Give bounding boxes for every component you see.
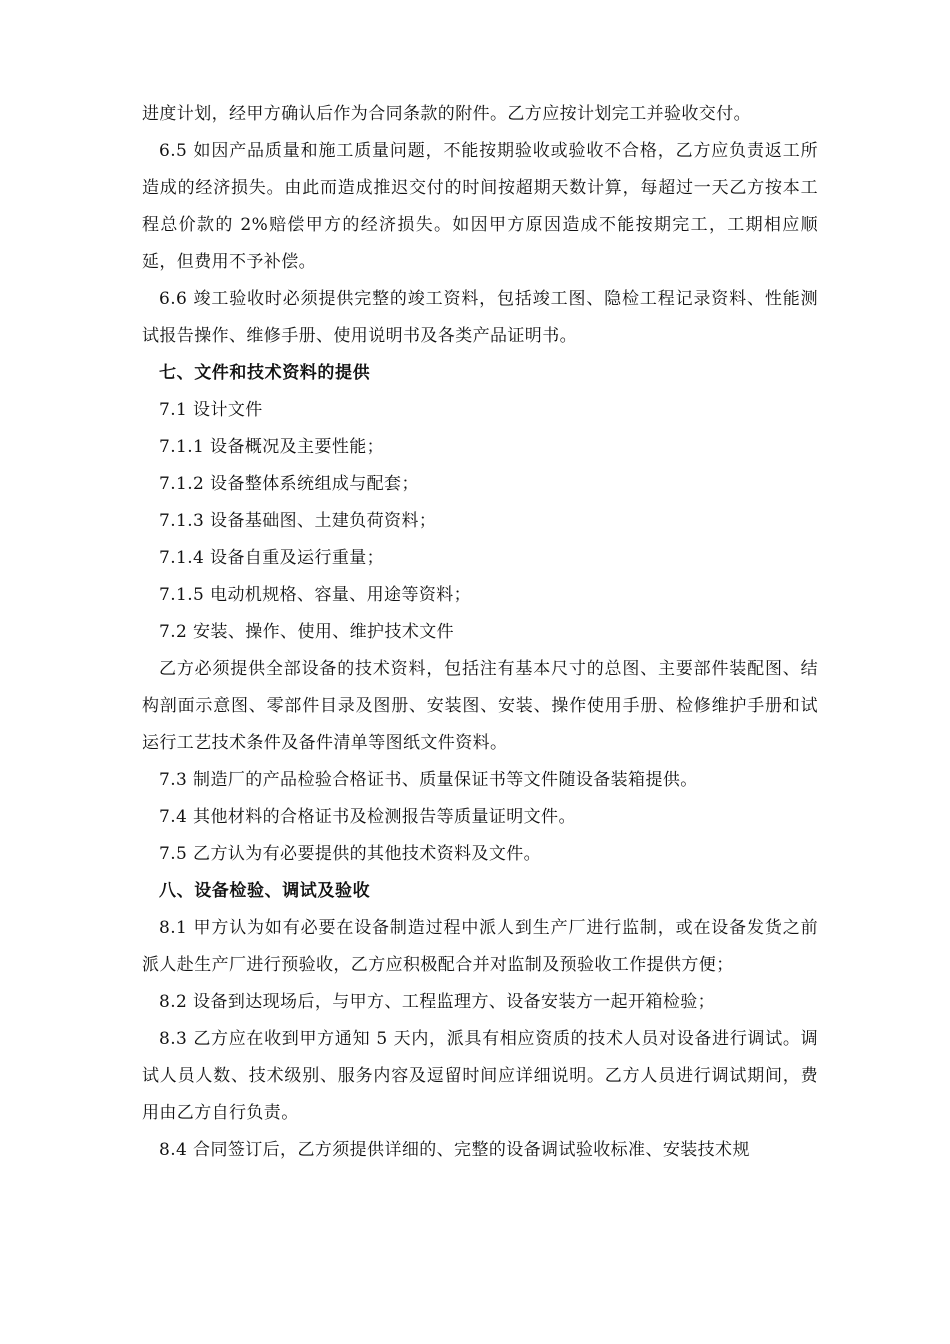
clause-7-4: 7.4 其他材料的合格证书及检测报告等质量证明文件。 — [159, 807, 576, 827]
clause-7-5: 7.5 乙方认为有必要提供的其他技术资料及文件。 — [159, 844, 542, 864]
clause-7-1-3: 7.1.3 设备基础图、土建负荷资料； — [159, 511, 437, 531]
section-heading-7: 七、文件和技术资料的提供 — [159, 363, 371, 383]
clause-8-3: 8.3 乙方应在收到甲方通知 5 天内，派具有相应资质的技术人员对设备进行调试。调试人员人数、技术级别、服务内容及逗留时间应详细说明。乙方人员进行调试期间，费用由乙方自行负责。 — [142, 1029, 818, 1123]
clause-7-2: 7.2 安装、操作、使用、维护技术文件 — [159, 622, 455, 642]
clause-8-4: 8.4 合同签订后，乙方须提供详细的、完整的设备调试验收标准、安装技术规 — [159, 1140, 750, 1160]
clause-8-2: 8.2 设备到达现场后，与甲方、工程监理方、设备安装方一起开箱检验； — [159, 992, 716, 1012]
clause-7-2-body: 乙方必须提供全部设备的技术资料，包括注有基本尺寸的总图、主要部件装配图、结构剖面示意图、零部件目录及图册、安装图、安装、操作使用手册、检修维护手册和试运行工艺技术条件及备件清单等图纸文件资料。 — [142, 659, 818, 753]
clause-7-3: 7.3 制造厂的产品检验合格证书、质量保证书等文件随设备装箱提供。 — [159, 770, 698, 790]
clause-7-1-5: 7.1.5 电动机规格、容量、用途等资料； — [159, 585, 472, 605]
clause-7-1: 7.1 设计文件 — [159, 400, 263, 420]
clause-7-1-4: 7.1.4 设备自重及运行重量； — [159, 548, 385, 568]
clause-6-5: 6.5 如因产品质量和施工质量问题，不能按期验收或验收不合格，乙方应负责返工所造成的经济损失。由此而造成推迟交付的时间按超期天数计算，每超过一天乙方按本工程总价款的 2%赔偿甲方的经济损失。如因甲方原因造成不能按期完工，工期相应顺延，但费用不予补偿。 — [142, 141, 818, 272]
section-heading-8: 八、设备检验、调试及验收 — [159, 881, 371, 901]
paragraph-schedule-annex: 进度计划，经甲方确认后作为合同条款的附件。乙方应按计划完工并验收交付。 — [142, 104, 751, 124]
clause-7-1-2: 7.1.2 设备整体系统组成与配套； — [159, 474, 419, 494]
clause-7-1-1: 7.1.1 设备概况及主要性能； — [159, 437, 385, 457]
document-body — [142, 96, 818, 1169]
clause-6-6: 6.6 竣工验收时必须提供完整的竣工资料，包括竣工图、隐检工程记录资料、性能测试报告操作、维修手册、使用说明书及各类产品证明书。 — [142, 289, 818, 346]
clause-8-1: 8.1 甲方认为如有必要在设备制造过程中派人到生产厂进行监制，或在设备发货之前派人赴生产厂进行预验收，乙方应积极配合并对监制及预验收工作提供方便； — [142, 918, 818, 975]
